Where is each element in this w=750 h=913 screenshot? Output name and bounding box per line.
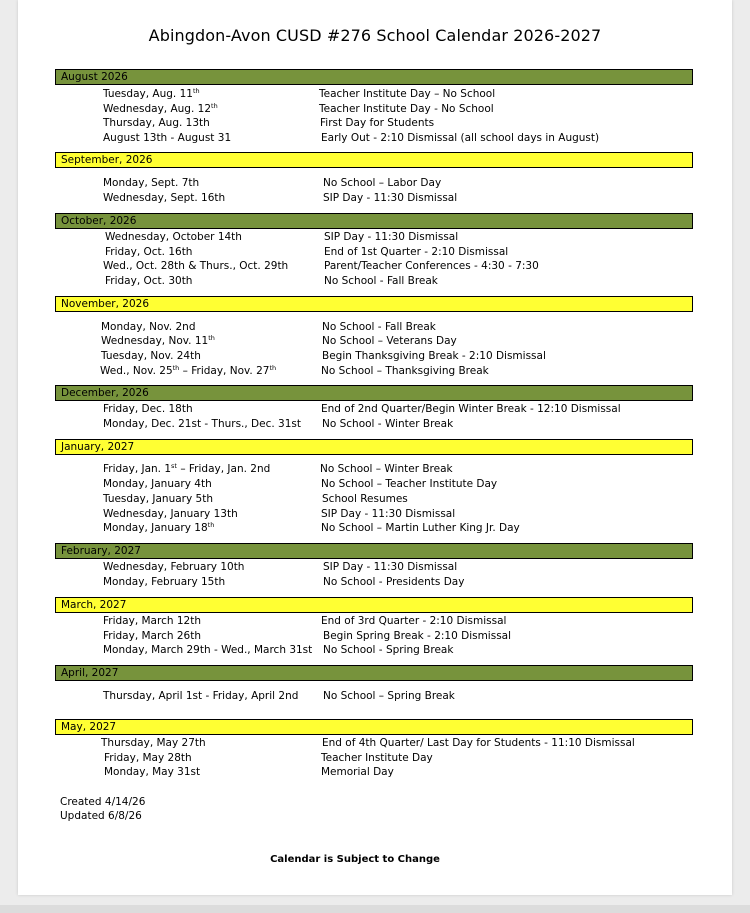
event-desc: No School - Fall Break [322, 321, 436, 333]
month-header-september: September, 2026 [55, 152, 693, 168]
month-header-august: August 2026 [55, 69, 693, 85]
event-row [0, 417, 750, 432]
event-date: Friday, Jan. 1st – Friday, Jan. 2nd [103, 462, 271, 475]
event-desc: End of 4th Quarter/ Last Day for Students - 11:10 Dismissal [322, 737, 635, 749]
event-desc: No School - Fall Break [324, 275, 438, 287]
updated-date: Updated 6/8/26 [60, 810, 142, 822]
event-desc: Teacher Institute Day [321, 752, 433, 764]
event-desc: No School – Teacher Institute Day [321, 478, 498, 490]
event-row [0, 736, 750, 751]
event-date: Friday, March 12th [103, 615, 201, 627]
event-desc: No School - Presidents Day [323, 576, 465, 588]
event-date: Friday, March 26th [103, 630, 201, 642]
event-desc: First Day for Students [320, 117, 435, 129]
event-desc: No School - Spring Break [323, 644, 454, 656]
event-date: Friday, Dec. 18th [103, 403, 193, 415]
event-date: Thursday, Aug. 13th [103, 117, 210, 129]
event-row [0, 492, 750, 507]
event-desc: Teacher Institute Day – No School [319, 88, 496, 100]
event-row [0, 259, 750, 274]
event-row [0, 87, 750, 102]
event-date: Tuesday, Aug. 11th [103, 87, 200, 100]
event-desc: No School – Spring Break [323, 690, 455, 702]
event-date: Wednesday, February 10th [103, 561, 245, 573]
event-row [0, 689, 750, 704]
event-row [0, 477, 750, 492]
event-desc: Begin Spring Break - 2:10 Dismissal [323, 630, 512, 642]
event-date: Tuesday, January 5th [103, 493, 213, 505]
event-row [0, 364, 750, 379]
month-header-october: October, 2026 [55, 213, 693, 229]
event-date: Friday, Oct. 30th [105, 275, 193, 287]
event-row [0, 102, 750, 117]
event-date: Monday, Sept. 7th [103, 177, 200, 189]
month-header-may: May, 2027 [55, 719, 693, 735]
event-date: Thursday, May 27th [101, 737, 206, 749]
event-date: Monday, February 15th [103, 576, 226, 588]
month-header-january: January, 2027 [55, 439, 693, 455]
event-row [0, 765, 750, 780]
month-header-march: March, 2027 [55, 597, 693, 613]
event-date: Wednesday, January 13th [103, 508, 238, 520]
event-date: Wed., Oct. 28th & Thurs., Oct. 29th [103, 260, 289, 272]
event-row [0, 521, 750, 536]
event-desc: Memorial Day [321, 766, 394, 778]
event-date: Friday, Oct. 16th [105, 246, 193, 258]
event-date: Wednesday, October 14th [105, 231, 242, 243]
month-header-april: April, 2027 [55, 665, 693, 681]
event-desc: No School – Labor Day [323, 177, 442, 189]
event-desc: Begin Thanksgiving Break - 2:10 Dismissal [322, 350, 546, 362]
event-desc: Teacher Institute Day - No School [319, 103, 494, 115]
event-desc: End of 2nd Quarter/Begin Winter Break - 12:10 Dismissal [321, 403, 621, 415]
event-row [0, 176, 750, 191]
event-desc: End of 3rd Quarter - 2:10 Dismissal [321, 615, 507, 627]
event-desc: Early Out - 2:10 Dismissal (all school days in August) [321, 132, 600, 144]
event-row [0, 751, 750, 766]
event-date: Monday, Nov. 2nd [101, 321, 196, 333]
event-row [0, 334, 750, 349]
created-date: Created 4/14/26 [60, 796, 146, 808]
event-row [0, 402, 750, 417]
event-date: Wed., Nov. 25th – Friday, Nov. 27th [100, 364, 277, 377]
event-row [0, 131, 750, 146]
event-desc: No School – Thanksgiving Break [321, 365, 489, 377]
event-desc: No School – Veterans Day [322, 335, 457, 347]
event-desc: No School – Martin Luther King Jr. Day [321, 522, 520, 534]
page-bottom-edge [0, 905, 750, 913]
event-date: Tuesday, Nov. 24th [101, 350, 201, 362]
event-date: August 13th - August 31 [103, 132, 232, 144]
event-desc: No School – Winter Break [320, 463, 453, 475]
event-desc: Parent/Teacher Conferences - 4:30 - 7:30 [324, 260, 539, 272]
event-date: Friday, May 28th [104, 752, 192, 764]
event-row [0, 560, 750, 575]
event-row [0, 349, 750, 364]
event-desc: SIP Day - 11:30 Dismissal [321, 508, 456, 520]
event-row [0, 274, 750, 289]
event-date: Monday, May 31st [104, 766, 201, 778]
event-row [0, 245, 750, 260]
event-row [0, 629, 750, 644]
event-date: Monday, January 18th [103, 521, 215, 534]
event-date: Wednesday, Sept. 16th [103, 192, 226, 204]
event-row [0, 575, 750, 590]
event-date: Thursday, April 1st - Friday, April 2nd [103, 690, 299, 702]
event-row [0, 462, 750, 477]
event-row [0, 191, 750, 206]
month-header-february: February, 2027 [55, 543, 693, 559]
month-header-december: December, 2026 [55, 385, 693, 401]
event-date: Monday, January 4th [103, 478, 212, 490]
event-date: Monday, March 29th - Wed., March 31st [103, 644, 313, 656]
footer-note: Calendar is Subject to Change [270, 854, 440, 865]
event-row [0, 507, 750, 522]
event-row [0, 230, 750, 245]
event-desc: SIP Day - 11:30 Dismissal [323, 561, 458, 573]
event-date: Wednesday, Nov. 11th [101, 334, 215, 347]
event-date: Monday, Dec. 21st - Thurs., Dec. 31st [103, 418, 301, 430]
event-desc: School Resumes [322, 493, 408, 505]
event-desc: SIP Day - 11:30 Dismissal [324, 231, 459, 243]
event-desc: End of 1st Quarter - 2:10 Dismissal [324, 246, 509, 258]
event-desc: No School - Winter Break [322, 418, 454, 430]
event-date: Wednesday, Aug. 12th [103, 102, 218, 115]
event-row [0, 614, 750, 629]
page-title: Abingdon-Avon CUSD #276 School Calendar 2026-2027 [148, 26, 602, 45]
event-desc: SIP Day - 11:30 Dismissal [323, 192, 458, 204]
event-row [0, 116, 750, 131]
event-row [0, 320, 750, 335]
month-header-november: November, 2026 [55, 296, 693, 312]
event-row [0, 643, 750, 658]
